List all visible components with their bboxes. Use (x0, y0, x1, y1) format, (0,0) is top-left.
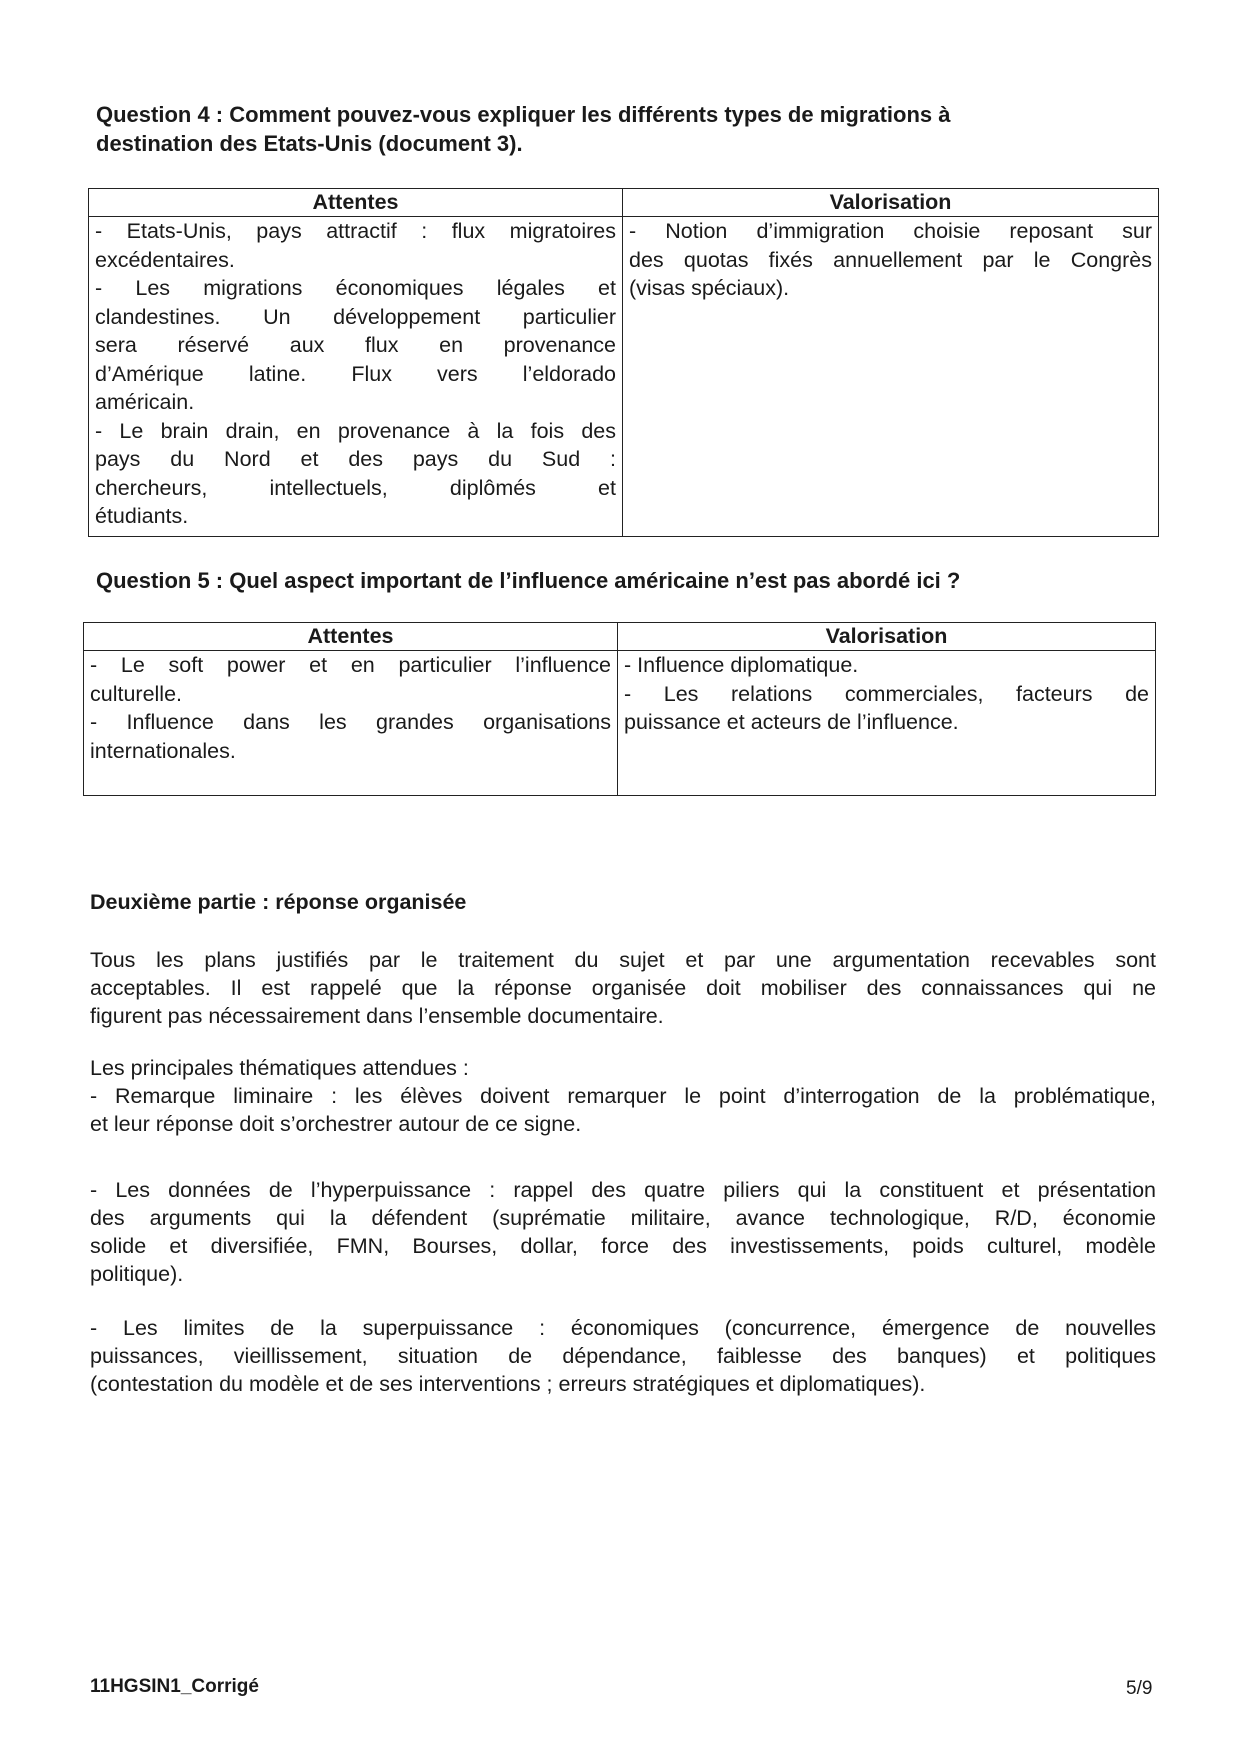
question-4-title: Question 4 : Comment pouvez-vous expliquer les différents types de migrations à destination des Etats-Unis (document 3). (96, 102, 951, 156)
paragraph-limites: - Les limites de la superpuissance : économiques (concurrence, émergence de nouvelles puissances, vieillissement, situation de dépendance, faiblesse des banques) et politiques (contestation du modèle et de ses interventions ; erreurs stratégiques et diplomatiques). (90, 1316, 1156, 1396)
document-code: 11HGSIN1_Corrigé (90, 1676, 259, 1697)
valorisation-header: Valorisation (618, 623, 1156, 651)
valorisation-cell: - Notion d’immigration choisie reposant sur des quotas fixés annuellement par le Congrès (visas spéciaux). (623, 217, 1159, 537)
paragraph-hyperpuissance: - Les données de l’hyperpuissance : rappel des quatre piliers qui la constituent et présentation des arguments qui la défendent (suprématie militaire, avance technologique, R/D, économie solide et diversifiée, FMN, Bourses, dollar, force des investissements, poids culturel, modèle politique). (90, 1178, 1156, 1286)
attentes-header: Attentes (89, 189, 623, 217)
valorisation-cell: - Influence diplomatique. - Les relations commerciales, facteurs de puissance et acteurs de l’influence. (618, 651, 1156, 796)
paragraph-plans: Tous les plans justifiés par le traitement du sujet et par une argumentation recevables sont acceptables. Il est rappelé que la réponse organisée doit mobiliser des connaissances qui ne figurent pas nécessairement dans l’ensemble documentaire. (90, 948, 1156, 1028)
attentes-header: Attentes (84, 623, 618, 651)
attentes-cell: - Etats-Unis, pays attractif : flux migratoires excédentaires. - Les migrations économiques légales et clandestines. Un développement particulier sera réservé aux flux en provenance d’Amérique latine. Flux vers l’eldorado américain. - Le brain drain, en provenance à la fois des pays du Nord et des pays du Sud : chercheurs, intellectuels, diplômés et étudiants. (89, 217, 623, 537)
page-number: 5/9 (1126, 1678, 1153, 1699)
question-5-title: Question 5 : Quel aspect important de l’influence américaine n’est pas abordé ici ? (96, 568, 961, 593)
paragraph-thematiques: Les principales thématiques attendues : - Remarque liminaire : les élèves doivent remarquer le point d’interrogation de la problématique, et leur réponse doit s’orchestrer autour de ce signe. (90, 1056, 1156, 1136)
attentes-cell: - Le soft power et en particulier l’influence culturelle. - Influence dans les grandes organisations internationales. (84, 651, 618, 796)
question-5-table (83, 622, 1156, 796)
part-2-title: Deuxième partie : réponse organisée (90, 890, 467, 914)
question-4-table (88, 188, 1159, 537)
valorisation-header: Valorisation (623, 189, 1159, 217)
